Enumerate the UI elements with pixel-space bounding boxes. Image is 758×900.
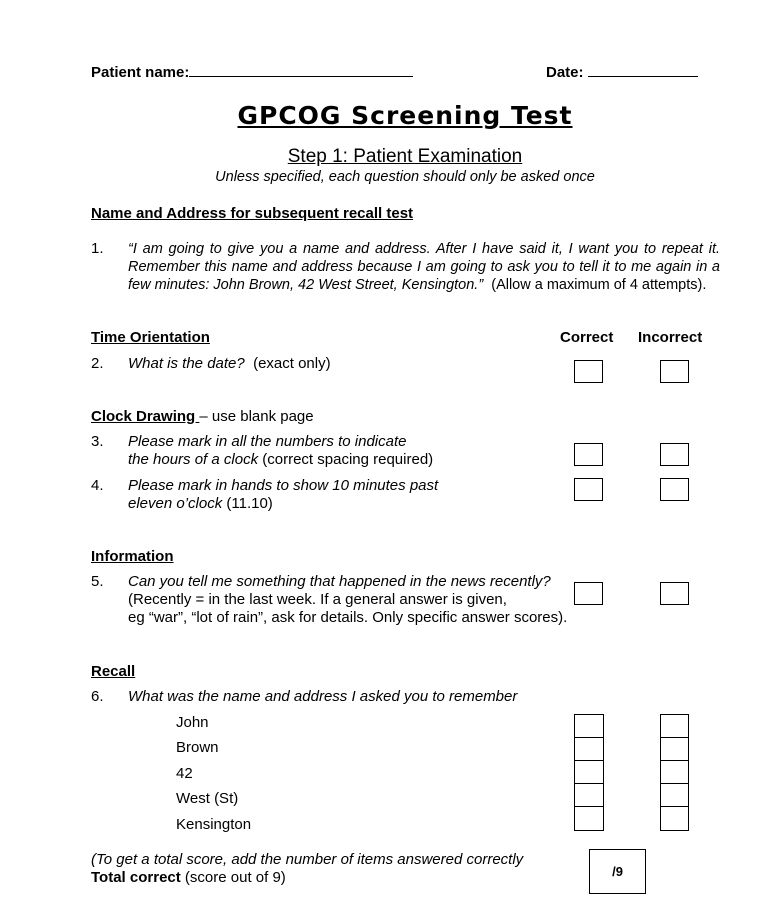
total-score-value: /9 bbox=[612, 864, 623, 879]
patient-name-label: Patient name: bbox=[91, 64, 190, 81]
section-information: Information bbox=[91, 548, 174, 565]
q2-number: 2. bbox=[91, 355, 104, 372]
q5-line2: (Recently = in the last week. If a general answer is given, bbox=[128, 591, 507, 608]
recall-incorrect-checkbox-42[interactable] bbox=[661, 761, 688, 784]
recall-item-kensington: Kensington bbox=[176, 816, 252, 833]
total-correct-note: (score out of 9) bbox=[184, 869, 286, 886]
footer-instruction: (To get a total score, add the number of items answered correctly bbox=[91, 851, 524, 868]
q1-note: (Allow a maximum of 4 attempts). bbox=[491, 277, 707, 293]
q3-line2-wrap bbox=[128, 451, 433, 468]
q3-incorrect-checkbox[interactable] bbox=[660, 443, 689, 466]
recall-incorrect-checkbox-west[interactable] bbox=[661, 784, 688, 807]
q4-correct-checkbox[interactable] bbox=[574, 478, 603, 501]
total-correct-line bbox=[91, 869, 286, 886]
q4-incorrect-checkbox[interactable] bbox=[660, 478, 689, 501]
q5-incorrect-checkbox[interactable] bbox=[660, 582, 689, 605]
date-blank[interactable] bbox=[588, 62, 698, 77]
recall-incorrect-checkbox-john[interactable] bbox=[661, 715, 688, 738]
q3-line2: the hours of a clock bbox=[128, 451, 259, 468]
q3-line1: Please mark in all the numbers to indicate bbox=[128, 433, 407, 450]
recall-item-west: West (St) bbox=[176, 790, 239, 807]
recall-item-john: John bbox=[176, 714, 209, 731]
patient-name-blank[interactable] bbox=[189, 62, 413, 77]
q5-line3: eg “war”, “lot of rain”, ask for details. Only specific answer scores). bbox=[128, 609, 568, 626]
step-title: Step 1: Patient Examination bbox=[287, 146, 523, 167]
recall-incorrect-checkbox-stack bbox=[660, 714, 689, 831]
q2-correct-checkbox[interactable] bbox=[574, 360, 603, 383]
recall-incorrect-checkbox-brown[interactable] bbox=[661, 738, 688, 761]
q6-number: 6. bbox=[91, 688, 104, 705]
recall-correct-checkbox-stack bbox=[574, 714, 604, 831]
section-time-orientation: Time Orientation bbox=[91, 329, 210, 346]
q2-text bbox=[128, 355, 331, 372]
recall-correct-checkbox-west[interactable] bbox=[575, 784, 603, 807]
recall-correct-checkbox-john[interactable] bbox=[575, 715, 603, 738]
q6-question: What was the name and address I asked you to remember bbox=[128, 688, 518, 705]
total-correct-label: Total correct bbox=[91, 869, 181, 886]
recall-item-42: 42 bbox=[176, 765, 193, 782]
q5-question: Can you tell me something that happened in the news recently? bbox=[128, 573, 551, 590]
recall-correct-checkbox-42[interactable] bbox=[575, 761, 603, 784]
q4-line2: eleven o’clock bbox=[128, 495, 223, 512]
recall-item-brown: Brown bbox=[176, 739, 219, 756]
q2-incorrect-checkbox[interactable] bbox=[660, 360, 689, 383]
total-score-box[interactable] bbox=[589, 849, 646, 894]
section-clock-note: – use blank page bbox=[199, 408, 314, 425]
date-field[interactable] bbox=[546, 62, 698, 81]
q2-question: What is the date? bbox=[128, 355, 245, 372]
column-correct: Correct bbox=[560, 329, 614, 346]
q3-note: (correct spacing required) bbox=[262, 451, 434, 468]
q1-quote: “I am going to give you a name and address. After I have said it, I want you to repeat it. Remember this name and address because I am going to ask you to tell it to me again in a few minutes: John Brown, 42 West Street, Kensington.” bbox=[128, 241, 720, 293]
date-label: Date: bbox=[546, 64, 584, 81]
column-incorrect: Incorrect bbox=[638, 329, 703, 346]
q4-number: 4. bbox=[91, 477, 104, 494]
patient-name-field[interactable] bbox=[91, 62, 413, 81]
q3-number: 3. bbox=[91, 433, 104, 450]
q1-text bbox=[128, 240, 720, 294]
q3-correct-checkbox[interactable] bbox=[574, 443, 603, 466]
subtitle: Unless specified, each question should only be asked once bbox=[215, 169, 595, 185]
page-title: GPCOG Screening Test bbox=[237, 101, 573, 130]
section-name-address: Name and Address for subsequent recall test bbox=[91, 205, 414, 222]
q4-line2-wrap bbox=[128, 495, 273, 512]
q5-number: 5. bbox=[91, 573, 104, 590]
q4-line1: Please mark in hands to show 10 minutes past bbox=[128, 477, 439, 494]
section-clock-drawing bbox=[91, 408, 314, 425]
section-recall: Recall bbox=[91, 663, 136, 680]
q1-number: 1. bbox=[91, 240, 104, 257]
q4-note: (11.10) bbox=[226, 495, 273, 512]
q5-correct-checkbox[interactable] bbox=[574, 582, 603, 605]
section-clock-title: Clock Drawing bbox=[91, 408, 200, 425]
recall-incorrect-checkbox-kensington[interactable] bbox=[661, 807, 688, 830]
q2-note: (exact only) bbox=[253, 355, 331, 372]
recall-correct-checkbox-brown[interactable] bbox=[575, 738, 603, 761]
recall-correct-checkbox-kensington[interactable] bbox=[575, 807, 603, 830]
